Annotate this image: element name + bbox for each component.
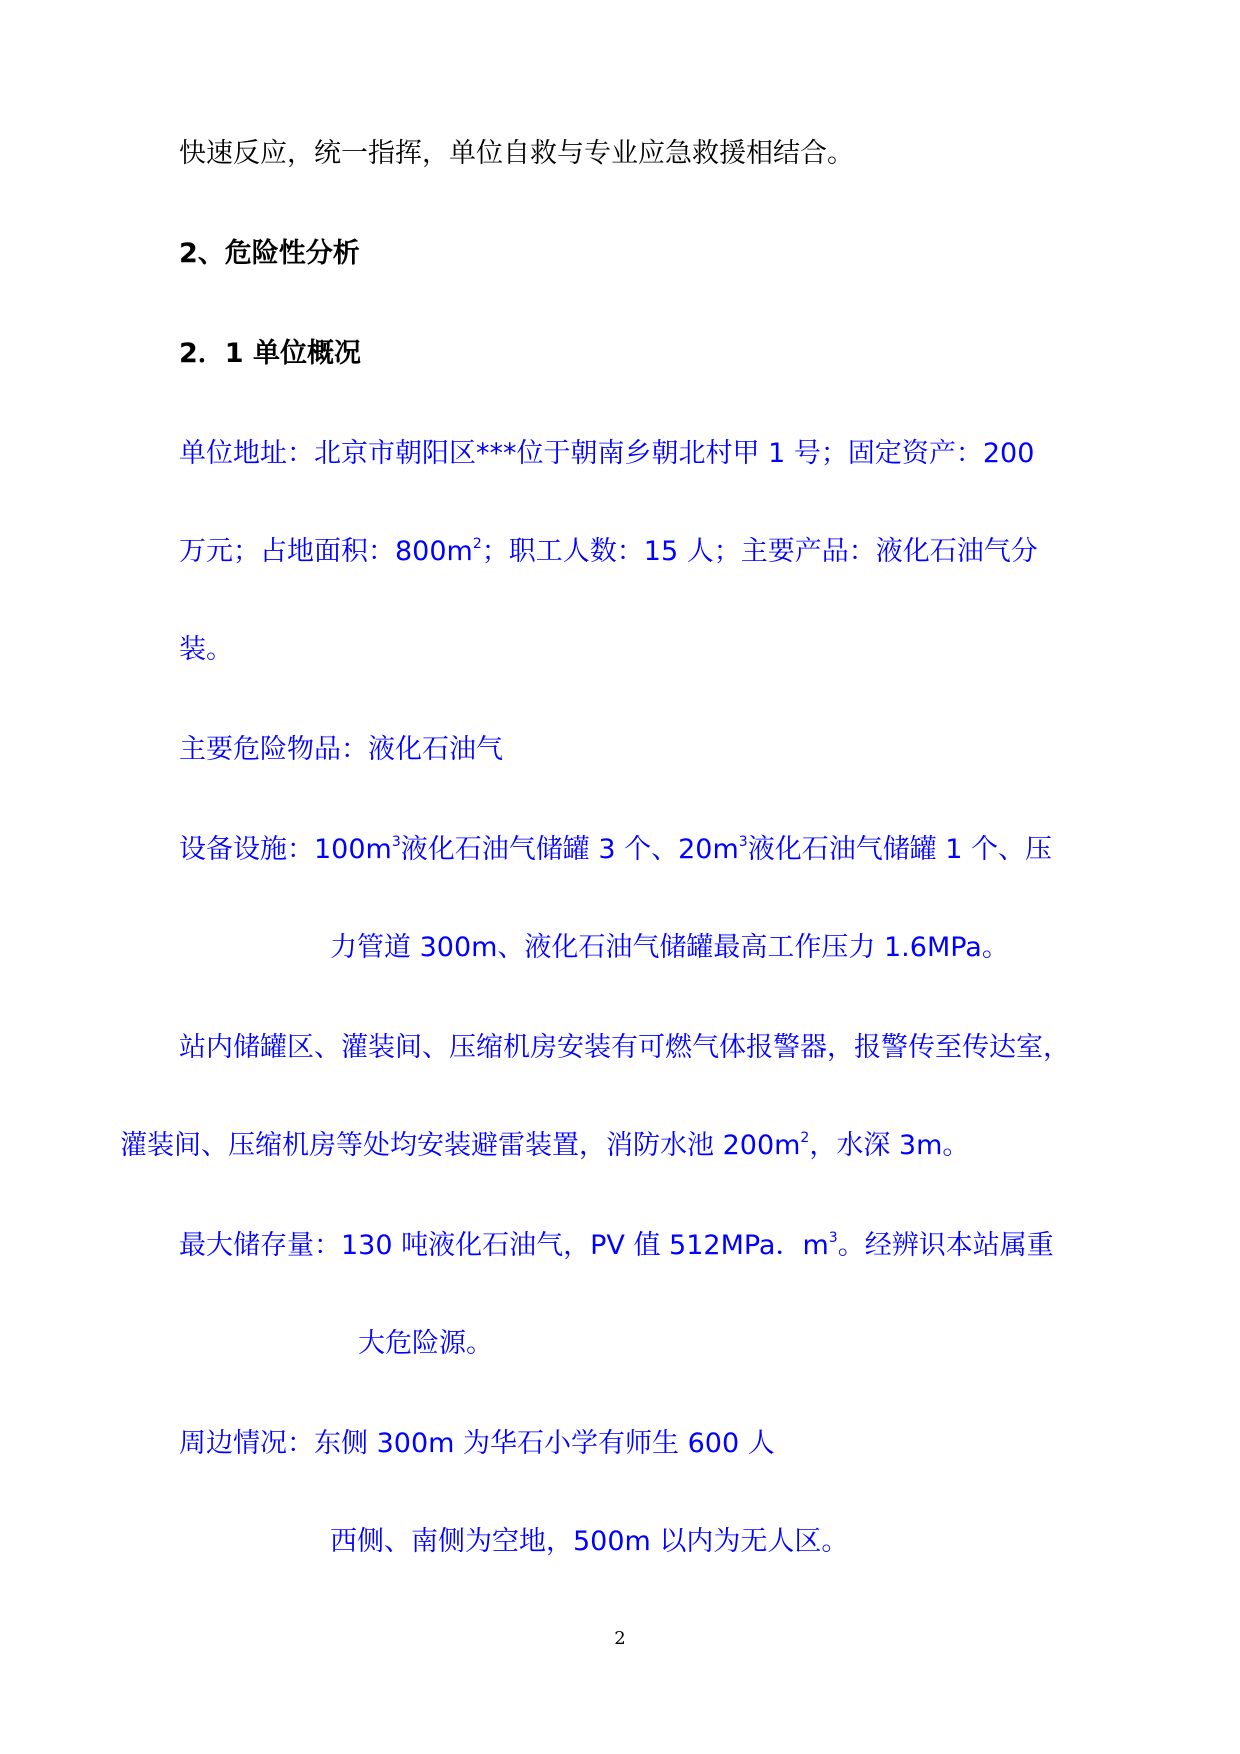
equipment-text-b: 液化石油气储罐 3 个、20m (400, 834, 739, 865)
subsection-heading: 2．1 单位概况 (179, 338, 361, 369)
address-line-1: 单位地址：北京市朝阳区***位于朝南乡朝北村甲 1 号；固定资产：200 (179, 438, 1035, 469)
max-storage-text-b: 。经辨识本站属重 (837, 1230, 1054, 1261)
station-line-1: 站内储罐区、灌装间、压缩机房安装有可燃气体报警器，报警传至传达室， (179, 1032, 1070, 1063)
superscript: 3 (738, 834, 748, 850)
equipment-line-2: 力管道 300m、液化石油气储罐最高工作压力 1.6MPa。 (330, 932, 1009, 963)
max-storage-line-2: 大危险源。 (358, 1328, 493, 1359)
superscript: 2 (472, 536, 482, 552)
max-storage-text-a: 最大储存量：130 吨液化石油气，PV 值 512MPa．m (179, 1230, 829, 1261)
equipment-text-a: 设备设施：100m (179, 834, 392, 865)
hazard-line: 主要危险物品：液化石油气 (179, 734, 503, 765)
superscript: 3 (828, 1230, 838, 1246)
paragraph-line: 快速反应，统一指挥，单位自救与专业应急救援相结合。 (179, 138, 854, 169)
address-line-2 (179, 534, 1038, 570)
address-line-3: 装。 (179, 634, 233, 665)
station-text-a: 灌装间、压缩机房等处均安装避雷装置，消防水池 200m (120, 1130, 801, 1161)
surroundings-line-1: 周边情况：东侧 300m 为华石小学有师生 600 人 (179, 1428, 775, 1459)
station-line-2 (120, 1128, 969, 1164)
superscript: 3 (391, 834, 401, 850)
max-storage-line-1 (179, 1228, 1054, 1264)
equipment-line-1 (179, 832, 1052, 868)
page-number: 2 (614, 1628, 626, 1649)
superscript: 2 (800, 1130, 810, 1146)
station-text-b: ，水深 3m。 (809, 1130, 970, 1161)
address-text-b: ；职工人数：15 人；主要产品：液化石油气分 (481, 536, 1038, 567)
equipment-text-c: 液化石油气储罐 1 个、压 (747, 834, 1053, 865)
address-text-a: 万元；占地面积：800m (179, 536, 473, 567)
section-heading: 2、危险性分析 (179, 238, 360, 269)
surroundings-line-2: 西侧、南侧为空地，500m 以内为无人区。 (330, 1526, 849, 1557)
